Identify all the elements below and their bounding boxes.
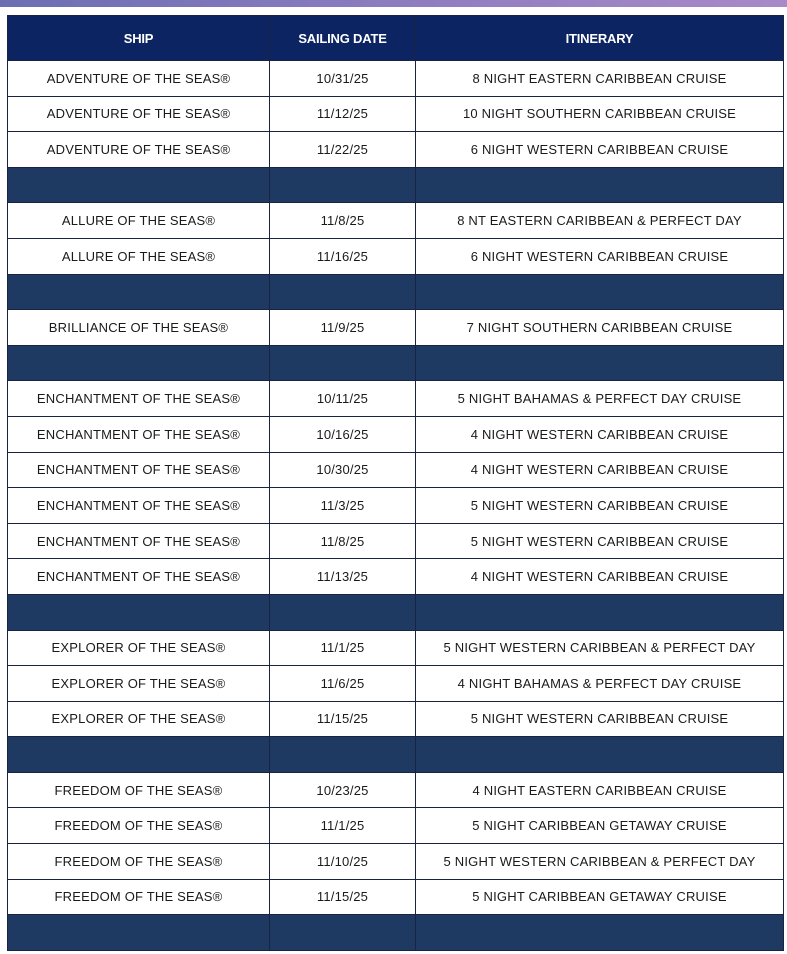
column-header-ship: SHIP [8, 16, 270, 61]
itinerary-cell: 8 NT EASTERN CARIBBEAN & PERFECT DAY [416, 203, 784, 239]
ship-cell: FREEDOM OF THE SEAS® [8, 808, 270, 844]
column-header-itinerary: ITINERARY [416, 16, 784, 61]
sailing-date-cell: 10/31/25 [270, 61, 416, 97]
separator-cell [416, 274, 784, 310]
separator-cell [8, 345, 270, 381]
table-row [8, 416, 784, 452]
separator-row [8, 594, 784, 630]
sailing-date-cell: 10/11/25 [270, 381, 416, 417]
ship-cell: ENCHANTMENT OF THE SEAS® [8, 559, 270, 595]
sailing-date-cell: 11/1/25 [270, 630, 416, 666]
ship-cell: ADVENTURE OF THE SEAS® [8, 132, 270, 168]
itinerary-cell: 5 NIGHT WESTERN CARIBBEAN & PERFECT DAY [416, 630, 784, 666]
separator-cell [416, 737, 784, 773]
itinerary-cell: 10 NIGHT SOUTHERN CARIBBEAN CRUISE [416, 96, 784, 132]
ship-cell: EXPLORER OF THE SEAS® [8, 701, 270, 737]
sailing-date-cell: 10/23/25 [270, 772, 416, 808]
table-row [8, 452, 784, 488]
itinerary-cell: 4 NIGHT EASTERN CARIBBEAN CRUISE [416, 772, 784, 808]
sailing-date-cell: 11/3/25 [270, 488, 416, 524]
separator-cell [416, 345, 784, 381]
table-row [8, 630, 784, 666]
table-body [8, 61, 784, 951]
separator-cell [8, 737, 270, 773]
separator-row [8, 915, 784, 951]
sailing-date-cell: 11/9/25 [270, 310, 416, 346]
separator-cell [8, 915, 270, 951]
itinerary-cell: 5 NIGHT WESTERN CARIBBEAN CRUISE [416, 488, 784, 524]
itinerary-cell: 4 NIGHT WESTERN CARIBBEAN CRUISE [416, 452, 784, 488]
sailing-date-cell: 11/16/25 [270, 238, 416, 274]
separator-cell [270, 167, 416, 203]
separator-cell [270, 915, 416, 951]
table-row [8, 381, 784, 417]
table-row [8, 132, 784, 168]
column-header-sailing-date: SAILING DATE [270, 16, 416, 61]
table-row [8, 701, 784, 737]
table-row [8, 808, 784, 844]
separator-cell [270, 737, 416, 773]
sailings-table-container [7, 15, 783, 951]
separator-cell [270, 345, 416, 381]
separator-cell [416, 167, 784, 203]
table-row [8, 488, 784, 524]
sailing-date-cell: 11/8/25 [270, 523, 416, 559]
itinerary-cell: 6 NIGHT WESTERN CARIBBEAN CRUISE [416, 238, 784, 274]
table-row [8, 559, 784, 595]
ship-cell: ENCHANTMENT OF THE SEAS® [8, 488, 270, 524]
itinerary-cell: 4 NIGHT BAHAMAS & PERFECT DAY CRUISE [416, 666, 784, 702]
separator-cell [270, 594, 416, 630]
itinerary-cell: 5 NIGHT BAHAMAS & PERFECT DAY CRUISE [416, 381, 784, 417]
separator-cell [8, 274, 270, 310]
ship-cell: FREEDOM OF THE SEAS® [8, 772, 270, 808]
ship-cell: EXPLORER OF THE SEAS® [8, 666, 270, 702]
separator-row [8, 345, 784, 381]
ship-cell: FREEDOM OF THE SEAS® [8, 844, 270, 880]
table-row [8, 310, 784, 346]
ship-cell: ENCHANTMENT OF THE SEAS® [8, 416, 270, 452]
table-row [8, 203, 784, 239]
ship-cell: ALLURE OF THE SEAS® [8, 203, 270, 239]
sailing-date-cell: 11/15/25 [270, 701, 416, 737]
sailings-table [7, 15, 784, 951]
itinerary-cell: 5 NIGHT WESTERN CARIBBEAN CRUISE [416, 701, 784, 737]
itinerary-cell: 7 NIGHT SOUTHERN CARIBBEAN CRUISE [416, 310, 784, 346]
ship-cell: ENCHANTMENT OF THE SEAS® [8, 381, 270, 417]
sailing-date-cell: 11/12/25 [270, 96, 416, 132]
ship-cell: ALLURE OF THE SEAS® [8, 238, 270, 274]
sailing-date-cell: 11/1/25 [270, 808, 416, 844]
table-row [8, 879, 784, 915]
table-row [8, 844, 784, 880]
separator-cell [8, 167, 270, 203]
table-row [8, 96, 784, 132]
table-row [8, 238, 784, 274]
top-accent-band [0, 0, 787, 7]
itinerary-cell: 8 NIGHT EASTERN CARIBBEAN CRUISE [416, 61, 784, 97]
itinerary-cell: 5 NIGHT CARIBBEAN GETAWAY CRUISE [416, 879, 784, 915]
sailing-date-cell: 11/6/25 [270, 666, 416, 702]
sailing-date-cell: 11/8/25 [270, 203, 416, 239]
sailing-date-cell: 10/30/25 [270, 452, 416, 488]
separator-cell [416, 915, 784, 951]
sailing-date-cell: 11/15/25 [270, 879, 416, 915]
table-header [8, 16, 784, 61]
itinerary-cell: 4 NIGHT WESTERN CARIBBEAN CRUISE [416, 559, 784, 595]
sailing-date-cell: 11/10/25 [270, 844, 416, 880]
table-row [8, 61, 784, 97]
ship-cell: BRILLIANCE OF THE SEAS® [8, 310, 270, 346]
itinerary-cell: 5 NIGHT CARIBBEAN GETAWAY CRUISE [416, 808, 784, 844]
ship-cell: EXPLORER OF THE SEAS® [8, 630, 270, 666]
sailing-date-cell: 11/13/25 [270, 559, 416, 595]
ship-cell: ADVENTURE OF THE SEAS® [8, 61, 270, 97]
ship-cell: ADVENTURE OF THE SEAS® [8, 96, 270, 132]
itinerary-cell: 6 NIGHT WESTERN CARIBBEAN CRUISE [416, 132, 784, 168]
itinerary-cell: 5 NIGHT WESTERN CARIBBEAN & PERFECT DAY [416, 844, 784, 880]
table-row [8, 523, 784, 559]
header-row [8, 16, 784, 61]
sailing-date-cell: 10/16/25 [270, 416, 416, 452]
separator-row [8, 274, 784, 310]
ship-cell: ENCHANTMENT OF THE SEAS® [8, 452, 270, 488]
ship-cell: FREEDOM OF THE SEAS® [8, 879, 270, 915]
separator-cell [416, 594, 784, 630]
itinerary-cell: 5 NIGHT WESTERN CARIBBEAN CRUISE [416, 523, 784, 559]
itinerary-cell: 4 NIGHT WESTERN CARIBBEAN CRUISE [416, 416, 784, 452]
ship-cell: ENCHANTMENT OF THE SEAS® [8, 523, 270, 559]
sailing-date-cell: 11/22/25 [270, 132, 416, 168]
table-row [8, 772, 784, 808]
separator-row [8, 167, 784, 203]
separator-cell [270, 274, 416, 310]
separator-row [8, 737, 784, 773]
separator-cell [8, 594, 270, 630]
table-row [8, 666, 784, 702]
